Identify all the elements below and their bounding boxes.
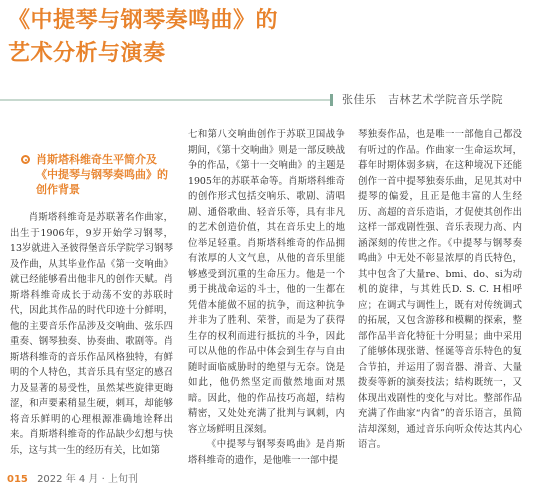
- divider-rule: [0, 99, 330, 101]
- divider-tick: [330, 94, 333, 106]
- paragraph: 七和第八交响曲创作于苏联卫国战争期间，《第十交响曲》则是一部反映战争的作品，《第十一交响曲》的主题是1905年的苏联革命等。肖斯塔科维奇的创作形式包括交响乐、歌剧、清唱剧、通俗歌曲、轻音乐等，具有非凡的艺术创造价值，其在音乐史上的地位举足轻重。肖斯塔科维奇的作品拥有浓厚的人文气息，从他的音乐里能够感受到沉重的生命压力。他是一个勇于挑战命运的斗士，他的一生都在凭借本能做不屈的抗争，而这种抗争并非为了胜利、荣誉，而是为了获得生存的权利而进行抵抗的斗争，因此可以从他的作品中体会到生存与自由随时面临威胁时的绝望与无奈。饶是如此，他仍然坚定而傲然地面对黑暗。因此，他的作品技巧高超，结构精密，又处处充满了批判与讽刺，内容立场鲜明且深刻。: [188, 129, 345, 435]
- article-title: [8, 4, 278, 70]
- article-title-line-2: 艺术分析与演奏: [8, 40, 166, 66]
- issue-date: 2022 年 4 月 · 上旬刊: [37, 474, 138, 485]
- page-footer: [7, 470, 138, 485]
- text-column-1: [10, 210, 173, 458]
- paragraph: 肖斯塔科维奇是苏联著名作曲家，出生于1906年，9岁开始学习钢琴，13岁就进入圣彼得堡音乐学院学习钢琴及作曲，从其毕业作品《第一交响曲》就已经能够看出他非凡的创作天赋。肖斯塔科维奇成长于动荡不安的苏联时代，因此其作品的时代印迹十分鲜明，他的主要音乐作品涉及交响曲、弦乐四重奏、钢琴独奏、协奏曲、歌剧等。肖斯塔科维奇的音乐作品风格独特，有鲜明的个人特色，其音乐具有坚定的感召力及显著的易受性，虽然某些旋律更晦涩，和声要素稍显生硬，刺耳，却能够将音乐鲜明的心理根源准确地诠释出来。肖斯塔科维奇的作品缺少幻想与快乐，这与其一生的经历有关，比如第: [10, 212, 173, 456]
- section-heading-text: 肖斯塔科维奇生平简介及《中提琴与钢琴奏鸣曲》的创作背景: [36, 153, 168, 196]
- text-column-2: [188, 127, 345, 468]
- article-title-line-1: 《中提琴与钢琴奏鸣曲》的: [8, 7, 279, 33]
- page-number: 015: [7, 474, 28, 485]
- paragraph: 《中提琴与钢琴奏鸣曲》是肖斯塔科维奇的遗作，是他唯一一部中提: [188, 439, 345, 466]
- author-line: 张佳乐 吉林艺术学院音乐学院: [342, 93, 503, 106]
- paragraph: 琴独奏作品，也是唯一一部他自己都没有听过的作品。作曲家一生命运坎坷，暮年时期体弱多病，在这种境况下还能创作一首中提琴独奏乐曲，足见其对中提琴的偏爱，且正是他丰富的人生经历、高超的音乐造诣，才促使其创作出这样一部戏剧性强、音乐表现力高、内涵深刻的传世之作。《中提琴与钢琴奏鸣曲》中无处不彰显浓厚的肖氏特色，其中包含了大量re、bmi、do、si为动机的旋律，与其姓氏D. S. C. H相呼应；在调式与调性上，既有对传统调式的拓展，又包含游移和模糊的探索，整部作品半音化特征十分明显；曲中采用了能够体现张谐、怪诞等音乐特色的复合节拍，并运用了弱音器、滑音、大量拨奏等新的演奏技法；结构既统一，又体现出戏剧性的变化与对比。整部作品充满了作曲家“内省”的音乐语言，虽简洁却深刻，通过音乐向听众传达其内心语言。: [358, 129, 522, 450]
- text-column-3: [358, 127, 522, 453]
- section-heading: [18, 152, 178, 197]
